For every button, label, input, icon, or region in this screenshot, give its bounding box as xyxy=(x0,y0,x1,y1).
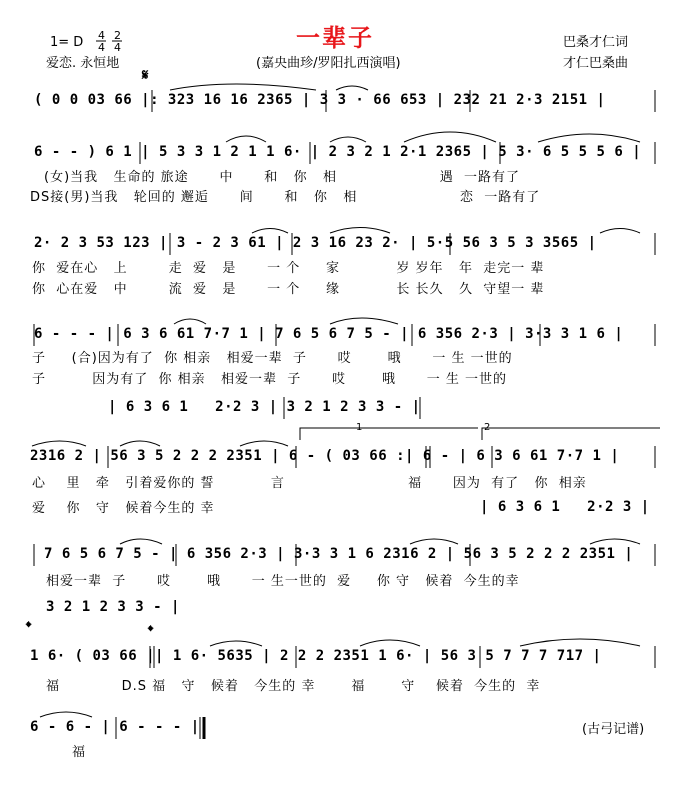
volta-2-label: 2 xyxy=(484,422,491,433)
composer-credit: 才仁巴桑曲 xyxy=(563,56,629,71)
notation-line-5: 2316 2 | 56 3 5 2 2 2 2351 | 6 - ( 03 66 :| 6 - | 6 3 6 61 7·7 1 | xyxy=(30,448,620,464)
singers-credit: (嘉央曲珍/罗阳扎西演唱) xyxy=(256,56,401,71)
coda-sign-1: 𝄌 xyxy=(26,618,32,636)
sub-notation-line-4: | 6 3 6 1 2·2 3 | 3 2 1 2 3 3 - | xyxy=(108,399,421,415)
song-title: 一辈子 xyxy=(296,24,374,52)
sub-notation-line-5: | 6 3 6 1 2·2 3 | xyxy=(480,499,650,515)
time-sig-a-top: 4 xyxy=(98,29,105,42)
lyric-line-4a: 子 (合)因为有了 你 相亲 相爱一辈 子 哎 哦 一 生 一世的 xyxy=(32,351,513,366)
notation-line-4: 6 - - - | 6 3 6 61 7·7 1 | 7 6 5 6 7 5 - | 6 356 2·3 | 3·3 3 1 6 | xyxy=(34,326,624,342)
lyric-line-3a: 你 爱在心 上 走 爱 是 一 个 家 岁 岁年 年 走完一 辈 xyxy=(32,261,545,276)
lyric-line-8a: 福 xyxy=(72,745,87,760)
sub-notation-line-6: 3 2 1 2 3 3 - | xyxy=(46,599,180,615)
lyric-line-5b: 爱 你 守 候着今生的 幸 xyxy=(32,501,215,516)
expression-marking: 爱恋. 永恒地 xyxy=(46,56,120,71)
time-sig-b-top: 2 xyxy=(114,29,121,42)
time-sig-b-bottom: 4 xyxy=(114,41,121,54)
lyric-line-4b: 子 因为有了 你 相亲 相爱一辈 子 哎 哦 一 生 一世的 xyxy=(32,372,508,387)
transcriber-credit: (古弓记谱) xyxy=(582,722,645,737)
key-signature: 1= D xyxy=(50,35,84,50)
lyricist-credit: 巴桑才仁词 xyxy=(563,35,629,50)
notation-line-7: 1 6· ( 03 66 || 1 6· 5635 | 2 2 2 2351 1 6· | 56 3 5 7 7 7 717 | xyxy=(30,648,602,664)
lyric-line-6a: 相爱一辈 子 哎 哦 一 生一世的 爱 你 守 候着 今生的幸 xyxy=(46,574,520,589)
volta-1-label: 1 xyxy=(356,422,363,433)
notation-line-6: 7 6 5 6 7 5 - | 6 356 2·3 | 3·3 3 1 6 2316 2 | 56 3 5 2 2 2 2351 | xyxy=(44,546,634,562)
notation-line-2: 6 - - ) 6 1 | 5 3 3 1 2 1 1 6· | 2 3 2 1 2·1 2365 | 5 3· 6 5 5 5 6 | xyxy=(34,144,642,160)
lyric-line-2b: DS接(男)当我 轮回的 邂逅 间 和 你 相 恋 一路有了 xyxy=(30,190,541,205)
time-sig-a-bottom: 4 xyxy=(98,41,105,54)
lyric-line-5a: 心 里 牵 引着爱你的 誓 言 福 因为 有了 你 相亲 xyxy=(32,476,587,491)
lyric-line-3b: 你 心在爱 中 流 爱 是 一 个 缘 长 长久 久 守望一 辈 xyxy=(32,282,545,297)
notation-line-3: 2· 2 3 53 123 | 3 - 2 3 61 | 2 3 16 23 2· | 5·5 56 3 5 3 3565 | xyxy=(34,235,597,251)
lyric-line-7a: 福 D.S 福 守 候着 今生的 幸 福 守 候着 今生的 幸 xyxy=(46,679,541,694)
segno-sign: 𝄋 xyxy=(142,66,149,84)
notation-line-8: 6 - 6 - | 6 - - - || xyxy=(30,719,209,735)
lyric-line-2a: (女)当我 生命的 旅途 中 和 你 相 遇 一路有了 xyxy=(44,170,520,185)
coda-sign-2: 𝄌 xyxy=(148,622,154,640)
notation-line-1: ( 0 0 03 66 |: 323 16 16 2365 | 3 3 · 66 653 | 232 21 2·3 2151 | xyxy=(34,92,606,108)
